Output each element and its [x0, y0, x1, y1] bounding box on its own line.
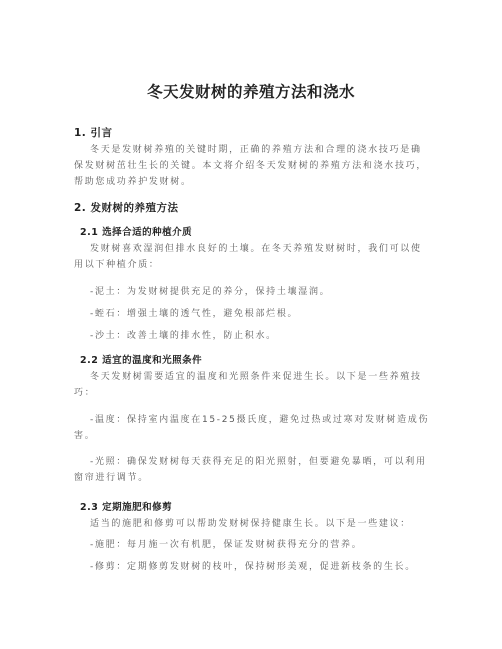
medium-item-vermiculite: -蛭石：增强土壤的透气性，避免根部烂根。 — [90, 309, 299, 319]
temperature-item: -温度：保持室内温度在15-25摄氏度，避免过热或过寒对发财树造成伤害。 — [74, 415, 430, 441]
fertilize-prune-paragraph: 适当的施肥和修剪可以帮助发财树保持健康生长。以下是一些建议： — [90, 519, 412, 529]
medium-item-soil: -泥土：为发财树提供充足的养分，保持土壤湿润。 — [90, 287, 331, 297]
medium-item-sand: -沙土：改善土壤的排水性，防止积水。 — [90, 331, 277, 341]
subsection-heading-fertilize-prune: 2.3 定期施肥和修剪 — [80, 502, 173, 513]
section-heading-introduction: 1. 引言 — [74, 127, 113, 139]
temperature-light-paragraph: 冬天发财树需要适宜的温度和光照条件来促进生长。以下是一些养殖技巧： — [74, 372, 422, 398]
subsection-heading-temperature-light: 2.2 适宜的温度和光照条件 — [80, 355, 203, 366]
light-item: -光照：确保发财树每天获得充足的阳光照射，但要避免暴晒，可以利用窗帘进行调节。 — [74, 457, 427, 483]
document-title: 冬天发财树的养殖方法和浇水 — [146, 83, 355, 101]
subsection-heading-medium: 2.1 选择合适的种植介质 — [80, 227, 193, 238]
introduction-paragraph: 冬天是发财树养殖的关键时期，正确的养殖方法和合理的浇水技巧是确保发财树茁壮生长的关键。本文将介绍冬天发财树的养殖方法和浇水技巧，帮助您成功养护发财树。 — [74, 145, 428, 187]
medium-paragraph: 发财树喜欢湿润但排水良好的土壤。在冬天养殖发财树时，我们可以使用以下种植介质： — [74, 244, 422, 270]
section-heading-cultivation: 2. 发财树的养殖方法 — [74, 202, 179, 214]
fertilize-item: -施肥：每月施一次有机肥，保证发财树获得充分的营养。 — [90, 540, 363, 550]
prune-item: -修剪：定期修剪发财树的枝叶，保持树形美观，促进新枝条的生长。 — [90, 562, 416, 572]
